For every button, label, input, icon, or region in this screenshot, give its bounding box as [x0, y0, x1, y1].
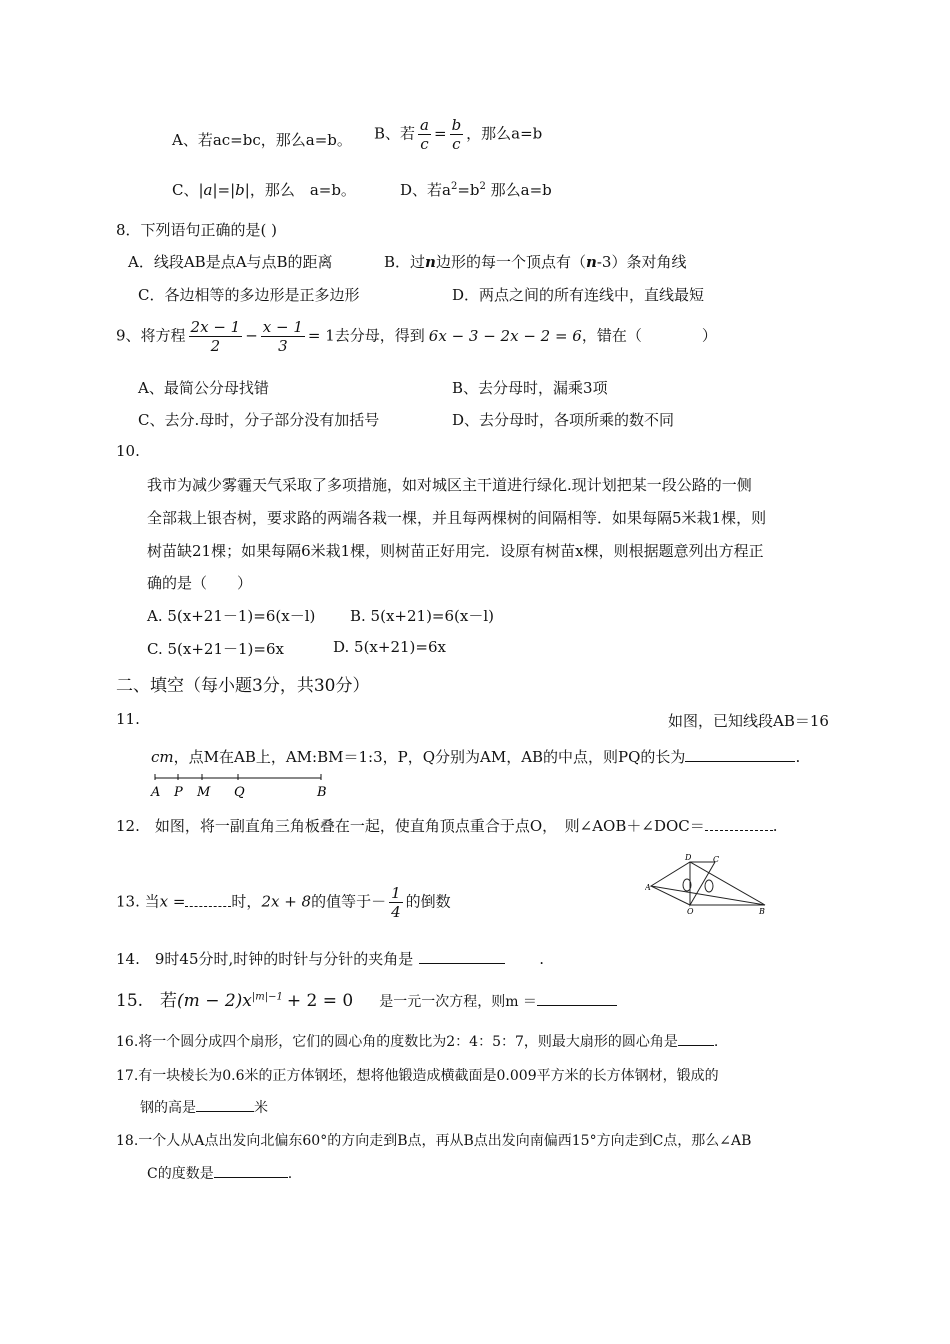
q9-stem: [116, 318, 717, 355]
fraction-numerator: x − 1: [262, 318, 303, 336]
q11-stem-continued: [151, 746, 800, 767]
label-m: M: [197, 785, 211, 800]
minus-sign: −: [245, 326, 258, 345]
q7-option-c-expression: |a|=|b|: [198, 181, 250, 199]
q10-line-4: 确的是（ ）: [147, 574, 253, 592]
q10-option-c: C. 5(x+21－1)=6x: [147, 640, 284, 658]
q18-line-1: 18.一个人从A点出发向北偏东60°的方向走到B点，再从B点出发向南偏西15°方向走到C点，那么∠AB: [116, 1133, 752, 1149]
q17-line-1: 17.有一块棱长为0.6米的正方体钢坯，想将他锻造成横截面是0.009平方米的长方体钢材，锻成的: [116, 1068, 719, 1084]
q7-fraction-b-over-c: [450, 116, 464, 153]
section-2-heading: 二、填空（每小题3分，共30分）: [116, 676, 370, 696]
q13-mid: 时，: [231, 892, 262, 911]
label-b: B: [759, 907, 765, 916]
q7-option-d-suffix: 那么a=b: [485, 181, 552, 199]
q10-line-3: 树苗缺21棵；如果每隔6米栽1棵，则树苗正好用完．设原有树苗x棵，则根据题意列出方程正: [147, 542, 764, 560]
variable-n: n: [585, 253, 597, 271]
q12-period: .: [772, 817, 778, 835]
q16-text: 16.将一个圆分成四个扇形，它们的圆心角的度数比为2：4：5：7，则最大扇形的圆心角是: [116, 1034, 678, 1050]
q15-base: (m − 2)x: [177, 991, 252, 1011]
q16-period: .: [713, 1034, 719, 1050]
q11-number: 11.: [116, 710, 140, 728]
label-b: B: [317, 785, 327, 800]
q9-result-equation: 6x − 3 − 2x − 2 = 6: [428, 326, 582, 345]
q18-prefix: C的度数是: [147, 1166, 214, 1182]
q16-stem: [116, 1031, 718, 1051]
q7-option-b: [374, 116, 542, 153]
q13-suffix: 的倒数: [405, 892, 451, 911]
superscript: 2: [479, 181, 486, 192]
q7-option-b-suffix: ，那么a=b: [466, 124, 543, 143]
q7-option-c-suffix: ，那么 a=b。: [249, 181, 356, 199]
q7-fraction-a-over-c: [418, 116, 431, 153]
q11-period: .: [795, 748, 801, 766]
q15-stem: [116, 986, 617, 1011]
q7-option-d: [400, 179, 552, 200]
q11-text: ，点M在AB上，AM:BM＝1:3，P，Q分别为AM，AB的中点，则PQ的长为: [173, 748, 686, 766]
fraction-denominator: 3: [278, 337, 288, 355]
q13-stem: [116, 884, 451, 921]
q8-option-b-suffix: -3）条对角线: [596, 253, 687, 271]
angle-mark: [705, 880, 713, 892]
answer-blank[interactable]: [678, 1031, 714, 1046]
q14-text: 14. 9时45分时,时钟的时针与分针的夹角是: [116, 950, 414, 968]
q10-line-2: 全部栽上银杏树，要求路的两端各栽一棵，并且每两棵树的间隔相等．如果每隔5米栽1棵，则: [147, 509, 767, 527]
q8-option-b-prefix: B．过: [384, 253, 426, 271]
fraction-numerator: 2x − 1: [190, 318, 241, 336]
equals-sign: =: [433, 124, 447, 143]
q9-prefix: 9、将方程: [116, 326, 186, 345]
triangle-aob: [651, 862, 765, 905]
q9-suffix: ，错在（ ）: [581, 326, 717, 345]
q9-fraction-1: [189, 318, 243, 355]
q17-line-2: [140, 1097, 268, 1117]
variable-x: x =: [159, 892, 186, 911]
superscript: 2: [450, 181, 458, 192]
q8-option-d: D．两点之间的所有连线中，直线最短: [452, 286, 705, 304]
fraction-numerator: 1: [391, 884, 401, 902]
q13-fraction: [389, 884, 403, 921]
answer-blank[interactable]: [419, 949, 505, 964]
triangle-doc: [690, 862, 715, 905]
fraction-denominator: 4: [391, 903, 401, 921]
q12-stem: [116, 815, 778, 836]
answer-blank[interactable]: [685, 747, 795, 762]
q15-suffix: 是一元一次方程，则m ＝: [379, 994, 537, 1010]
answer-blank[interactable]: [185, 892, 231, 907]
q8-option-a: A．线段AB是点A与点B的距离: [128, 253, 333, 271]
variable-n: n: [425, 253, 436, 271]
q17-prefix: 钢的高是: [140, 1100, 196, 1116]
q8-option-b-mid: 边形的每一个顶点有（: [435, 253, 586, 271]
equals-one: = 1: [307, 326, 335, 345]
q7-option-c-prefix: C、: [172, 181, 199, 199]
q9-option-c: C、去分.母时，分子部分没有加括号: [138, 411, 380, 429]
fraction-denominator: c: [420, 135, 429, 153]
label-q: Q: [234, 785, 245, 800]
q17-suffix: 米: [254, 1100, 268, 1116]
label-a: A: [645, 883, 651, 892]
q13-prefix: 13. 当: [116, 892, 160, 911]
q15-tail: + 2 = 0: [286, 991, 354, 1011]
q9-option-d: D、去分母时，各项所乘的数不同: [452, 411, 675, 429]
fraction-denominator: c: [452, 135, 461, 153]
q7-option-b-prefix: B、若: [374, 124, 416, 143]
q11-segment-figure: [145, 772, 345, 802]
q12-text: 12. 如图，将一副直角三角板叠在一起，使直角顶点重合于点O， 则∠AOB＋∠DOC＝: [116, 817, 705, 835]
q8-option-c: C．各边相等的多边形是正多边形: [138, 286, 360, 304]
q13-mid2: 的值等于－: [311, 892, 387, 911]
fraction-numerator: b: [451, 116, 462, 134]
q7-option-d-prefix: D、若a: [400, 181, 451, 199]
q11-stem-start: 如图，已知线段AB＝16: [668, 712, 829, 730]
label-o: O: [687, 907, 694, 916]
q15-prefix: 15. 若: [116, 991, 178, 1011]
answer-blank[interactable]: [214, 1163, 288, 1178]
q14-period: .: [539, 950, 545, 968]
label-a: A: [151, 785, 161, 800]
q8-option-b: [384, 251, 686, 272]
answer-blank[interactable]: [705, 816, 773, 831]
q7-option-d-mid: =b: [457, 181, 480, 199]
q10-line-1: 我市为减少雾霾天气采取了多项措施，如对城区主干道进行绿化.现计划把某一段公路的一侧: [147, 476, 752, 494]
q18-line-2: [147, 1163, 292, 1183]
q9-fraction-2: [261, 318, 305, 355]
fraction-numerator: a: [420, 116, 429, 134]
q7-option-c: [172, 179, 356, 200]
q15-exponent: |m|−1: [251, 991, 283, 1003]
q10-option-d: D. 5(x+21)=6x: [333, 638, 446, 656]
q10-option-a: A. 5(x+21－1)=6(x－l): [147, 607, 316, 625]
q10-option-b: B. 5(x+21)=6(x－l): [350, 607, 494, 625]
q18-period: .: [287, 1166, 293, 1182]
fraction-denominator: 2: [210, 337, 221, 355]
q8-stem: 8．下列语句正确的是( ): [116, 221, 278, 239]
q12-triangles-figure: [645, 850, 775, 916]
q13-expression: 2x + 8: [261, 892, 312, 911]
label-d: D: [685, 853, 692, 862]
answer-blank[interactable]: [537, 991, 617, 1006]
label-c: C: [713, 855, 720, 864]
q9-option-b: B、去分母时，漏乘3项: [452, 379, 608, 397]
q7-option-a: A、若ac=bc，那么a=b。: [172, 131, 352, 149]
q9-mid: 去分母，得到: [334, 326, 425, 345]
answer-blank[interactable]: [196, 1097, 254, 1112]
q10-number: 10.: [116, 442, 140, 460]
q9-option-a: A、最简公分母找错: [138, 379, 269, 397]
q14-stem: [116, 948, 544, 969]
unit-cm: cm: [151, 748, 174, 766]
label-p: P: [174, 785, 183, 800]
